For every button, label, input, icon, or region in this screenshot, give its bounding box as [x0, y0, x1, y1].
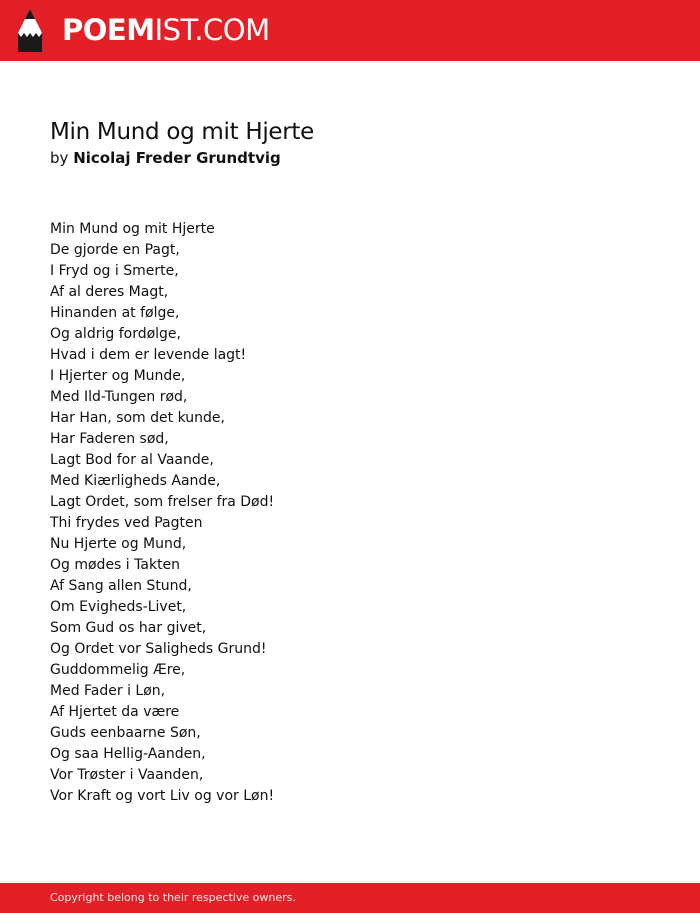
poem-line: Med Kiærligheds Aande,: [50, 473, 221, 489]
poem-line: Nu Hjerte og Mund,: [50, 536, 187, 552]
poem-line: Og aldrig fordølge,: [50, 326, 181, 342]
poem-line: Af Sang allen Stund,: [50, 578, 192, 594]
site-logo-text[interactable]: [62, 13, 270, 47]
poem-line: Som Gud os har givet,: [50, 620, 207, 636]
poem-line: Hinanden at følge,: [50, 305, 180, 321]
poem-line: Vor Kraft og vort Liv og vor Løn!: [50, 788, 275, 804]
poem-line: De gjorde en Pagt,: [50, 242, 180, 258]
poem-line: Har Han, som det kunde,: [50, 410, 225, 426]
poem-line: Vor Trøster i Vaanden,: [50, 767, 204, 783]
author-name: Nicolaj Freder Grundtvig: [73, 149, 281, 167]
poem-line: Og Ordet vor Saligheds Grund!: [50, 641, 267, 657]
site-footer: [0, 883, 700, 913]
poem-body: [50, 219, 274, 807]
brand-light: IST.COM: [154, 13, 270, 47]
poem-line: Med Ild-Tungen rød,: [50, 389, 188, 405]
poem-line: Og saa Hellig-Aanden,: [50, 746, 206, 762]
poem-line: Lagt Ordet, som frelser fra Død!: [50, 494, 275, 510]
brand-strong: POEM: [62, 13, 155, 47]
poem-line: Har Faderen sød,: [50, 431, 169, 447]
by-label: by: [50, 149, 69, 167]
poem-line: I Hjerter og Munde,: [50, 368, 186, 384]
poem-line: Med Fader i Løn,: [50, 683, 166, 699]
poem-line: Thi frydes ved Pagten: [50, 515, 203, 531]
poem-line: Hvad i dem er levende lagt!: [50, 347, 247, 363]
poem-line: Og mødes i Takten: [50, 557, 181, 573]
poem-line: Om Evigheds-Livet,: [50, 599, 187, 615]
poem-line: Guds eenbaarne Søn,: [50, 725, 201, 741]
poem-line: Af al deres Magt,: [50, 284, 169, 300]
poem-line: Min Mund og mit Hjerte: [50, 221, 215, 237]
poem-line: Af Hjertet da være: [50, 704, 180, 720]
copyright-text: Copyright belong to their respective owners.: [50, 891, 296, 904]
byline: [50, 147, 660, 169]
pencil-tip-icon[interactable]: [17, 9, 43, 52]
poem-title: Min Mund og mit Hjerte: [50, 119, 314, 145]
poem-line: Guddommelig Ære,: [50, 662, 186, 678]
poem-line: I Fryd og i Smerte,: [50, 263, 179, 279]
poem-header: [50, 117, 660, 169]
poem-line: Lagt Bod for al Vaande,: [50, 452, 214, 468]
site-header: [0, 0, 700, 61]
